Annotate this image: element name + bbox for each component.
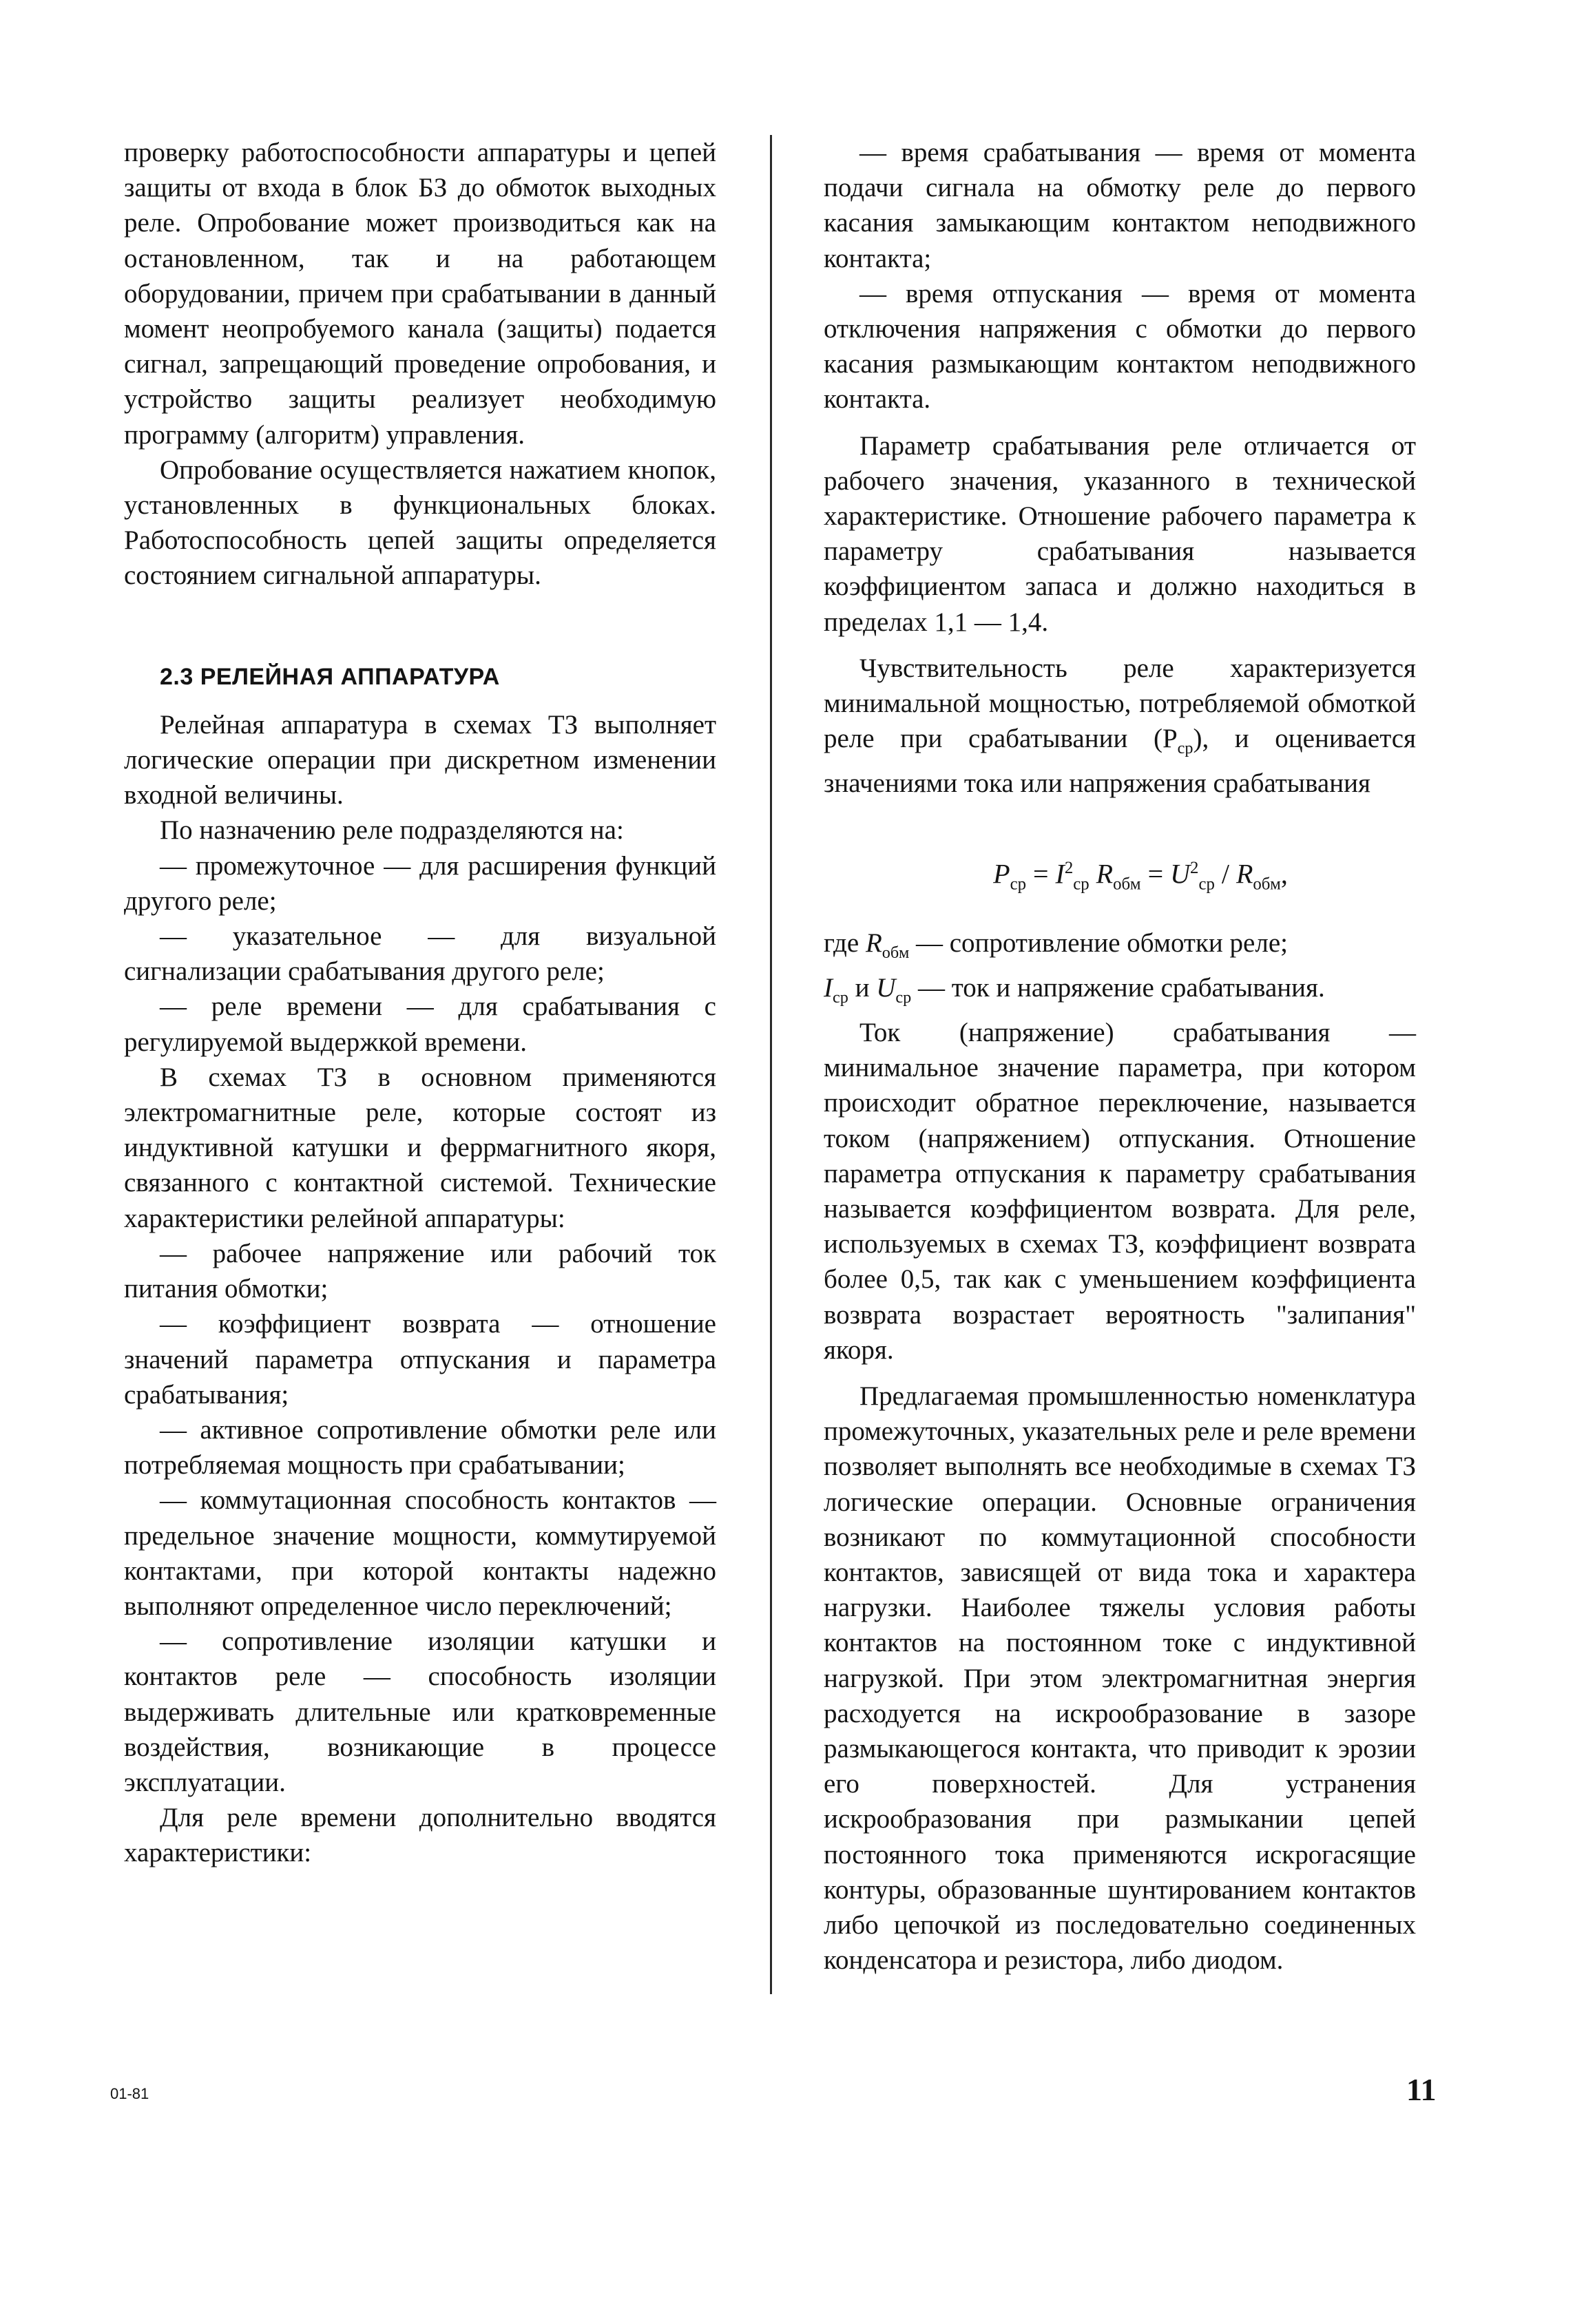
formula-symbol: I <box>1055 858 1065 890</box>
formula-operator: = <box>1147 858 1164 890</box>
subscript: ср <box>1177 739 1193 758</box>
formula-legend <box>824 925 1416 970</box>
legend-symbol: U <box>876 972 896 1003</box>
formula-subscript: ср <box>1198 875 1215 894</box>
formula-symbol: R <box>1236 858 1253 890</box>
paragraph <box>824 651 1416 802</box>
paragraph-text: Чувствительность реле характеризуется минимальной мощностью, потребляемой обмоткой реле при срабатывании (P <box>824 653 1416 754</box>
paragraph: В схемах ТЗ в основном применяются электромагнитные реле, которые состоят из индуктивной катушки и феррмагнитного якоря, связанного с контактной системой. Технические характеристики релейной аппаратуры: <box>124 1062 716 1233</box>
formula-legend <box>824 970 1416 1015</box>
legend-subscript: обм <box>882 943 910 962</box>
formula-subscript: ср <box>1010 875 1026 894</box>
section-heading: 2.3 РЕЛЕЙНАЯ АППАРАТУРА <box>160 663 500 690</box>
power-formula <box>824 850 1416 902</box>
paragraph: Для реле времени дополнительно вводятся характеристики: <box>124 1803 716 1868</box>
column-divider <box>770 135 772 1994</box>
formula-operator: = <box>1032 858 1049 890</box>
formula-symbol: U <box>1170 858 1191 890</box>
left-column <box>124 135 716 1871</box>
formula-symbol: R <box>1096 858 1114 890</box>
list-item: — указательное — для визуальной сигнализации срабатывания другого реле; <box>124 921 716 987</box>
list-item: — рабочее напряжение или рабочий ток питания обмотки; <box>124 1238 716 1304</box>
list-item: — коммутационная способность контактов — предельное значение мощности, коммутируемой контактами, при которой контакты надежно выполняют определенное число переключений; <box>124 1485 716 1621</box>
paragraph: Ток (напряжение) срабатывания — минимальное значение параметра, при котором происходит обратное переключение, называется током (напряжением) отпускания. Отношение параметра отпускания к параметру срабатывания называется коэффициентом возврата. Для реле, используемых в схемах ТЗ, коэффициент возврата более 0,5, так как с уменьшением коэффициента возврата возрастает вероятность "залипания" якоря. <box>824 1017 1416 1365</box>
list-item: — промежуточное — для расширения функций другого реле; <box>124 850 716 916</box>
legend-symbol: I <box>824 972 833 1003</box>
paragraph: По назначению реле подразделяются на: <box>160 815 624 846</box>
paragraph: Параметр срабатывания реле отличается от рабочего значения, указанного в технической характеристике. Отношение рабочего параметра к параметру срабатывания называется коэффициентом запаса и должно находиться в пределах 1,1 — 1,4. <box>824 430 1416 637</box>
legend-symbol: R <box>865 928 882 958</box>
formula-operator: / <box>1221 858 1229 890</box>
list-item: — время срабатывания — время от момента подачи сигнала на обмотку реле до первого касания замыкающим контактом неподвижного контакта; <box>824 138 1416 273</box>
formula-superscript: 2 <box>1064 859 1074 878</box>
paragraph: Опробование осуществляется нажатием кнопок, установленных в функциональных блоках. Работоспособность цепей защиты определяется состоянием сигнальной аппаратуры. <box>124 454 716 591</box>
page-number: 11 <box>1406 2072 1437 2107</box>
list-item: — сопротивление изоляции катушки и контактов реле — способность изоляции выдерживать длительные или кратковременные воздействия, возникающие в процессе эксплуатации. <box>124 1626 716 1797</box>
formula-symbol: P <box>993 858 1010 890</box>
legend-subscript: ср <box>895 987 912 1007</box>
legend-subscript: ср <box>833 987 848 1007</box>
legend-text: — ток и напряжение срабатывания. <box>917 972 1325 1003</box>
legend-text: и <box>855 972 870 1003</box>
list-item: — коэффициент возврата — отношение значений параметра отпускания и параметра срабатывания; <box>124 1309 716 1410</box>
list-item: — время отпускания — время от момента отключения напряжения с обмотки до первого касания размыкающим контактом неподвижного контакта. <box>824 278 1416 415</box>
list-item: — реле времени — для срабатывания с регулируемой выдержкой времени. <box>124 992 716 1057</box>
formula-punct: , <box>1280 858 1288 890</box>
paragraph: проверку работоспособности аппаратуры и цепей защиты от входа в блок БЗ до обмоток выходных реле. Опробование может производиться как на остановленном, так и на работающем оборудовании, причем при срабатывании в данный момент неопробуемого канала (защиты) подается сигнал, запрещающий проведение опробования, и устройство защиты реализует необходимую программу (алгоритм) управления. <box>124 138 716 450</box>
right-column <box>824 135 1416 1978</box>
footer-code: 01-81 <box>110 2085 149 2102</box>
paragraph: Предлагаемая промышленностью номенклатура промежуточных, указательных реле и реле времени позволяет выполнять все необходимые в схемах ТЗ логические операции. Основные ограничения возникают по коммутационной способности контактов, зависящей от вида тока и характера нагрузки. Наиболее тяжелы условия работы контактов на постоянном токе с индуктивной нагрузкой. При этом электромагнитная энергия расходуется на искрообразование в зазоре размыкающегося контакта, что приводит к эрозии его поверхностей. Для устранения искрообразования при размыкании цепей постоянного тока применяются искрогасящие контуры, образованные шунтированием контактов либо цепочкой из последовательно соединенных конденсатора и резистора, либо диодом. <box>824 1381 1416 1976</box>
formula-superscript: 2 <box>1190 859 1199 878</box>
legend-text: где <box>824 928 859 958</box>
paragraph: Релейная аппаратура в схемах ТЗ выполняет логические операции при дискретном изменении входной величины. <box>124 709 716 810</box>
paragraph-text: ), и оценивается значениями тока или напряжения срабатывания <box>824 724 1416 799</box>
formula-subscript: обм <box>1113 875 1141 894</box>
legend-text: — сопротивление обмотки реле; <box>916 928 1288 958</box>
formula-subscript: обм <box>1253 875 1281 894</box>
formula-subscript: ср <box>1073 875 1090 894</box>
list-item: — активное сопротивление обмотки реле или потребляемая мощность при срабатывании; <box>124 1414 716 1480</box>
